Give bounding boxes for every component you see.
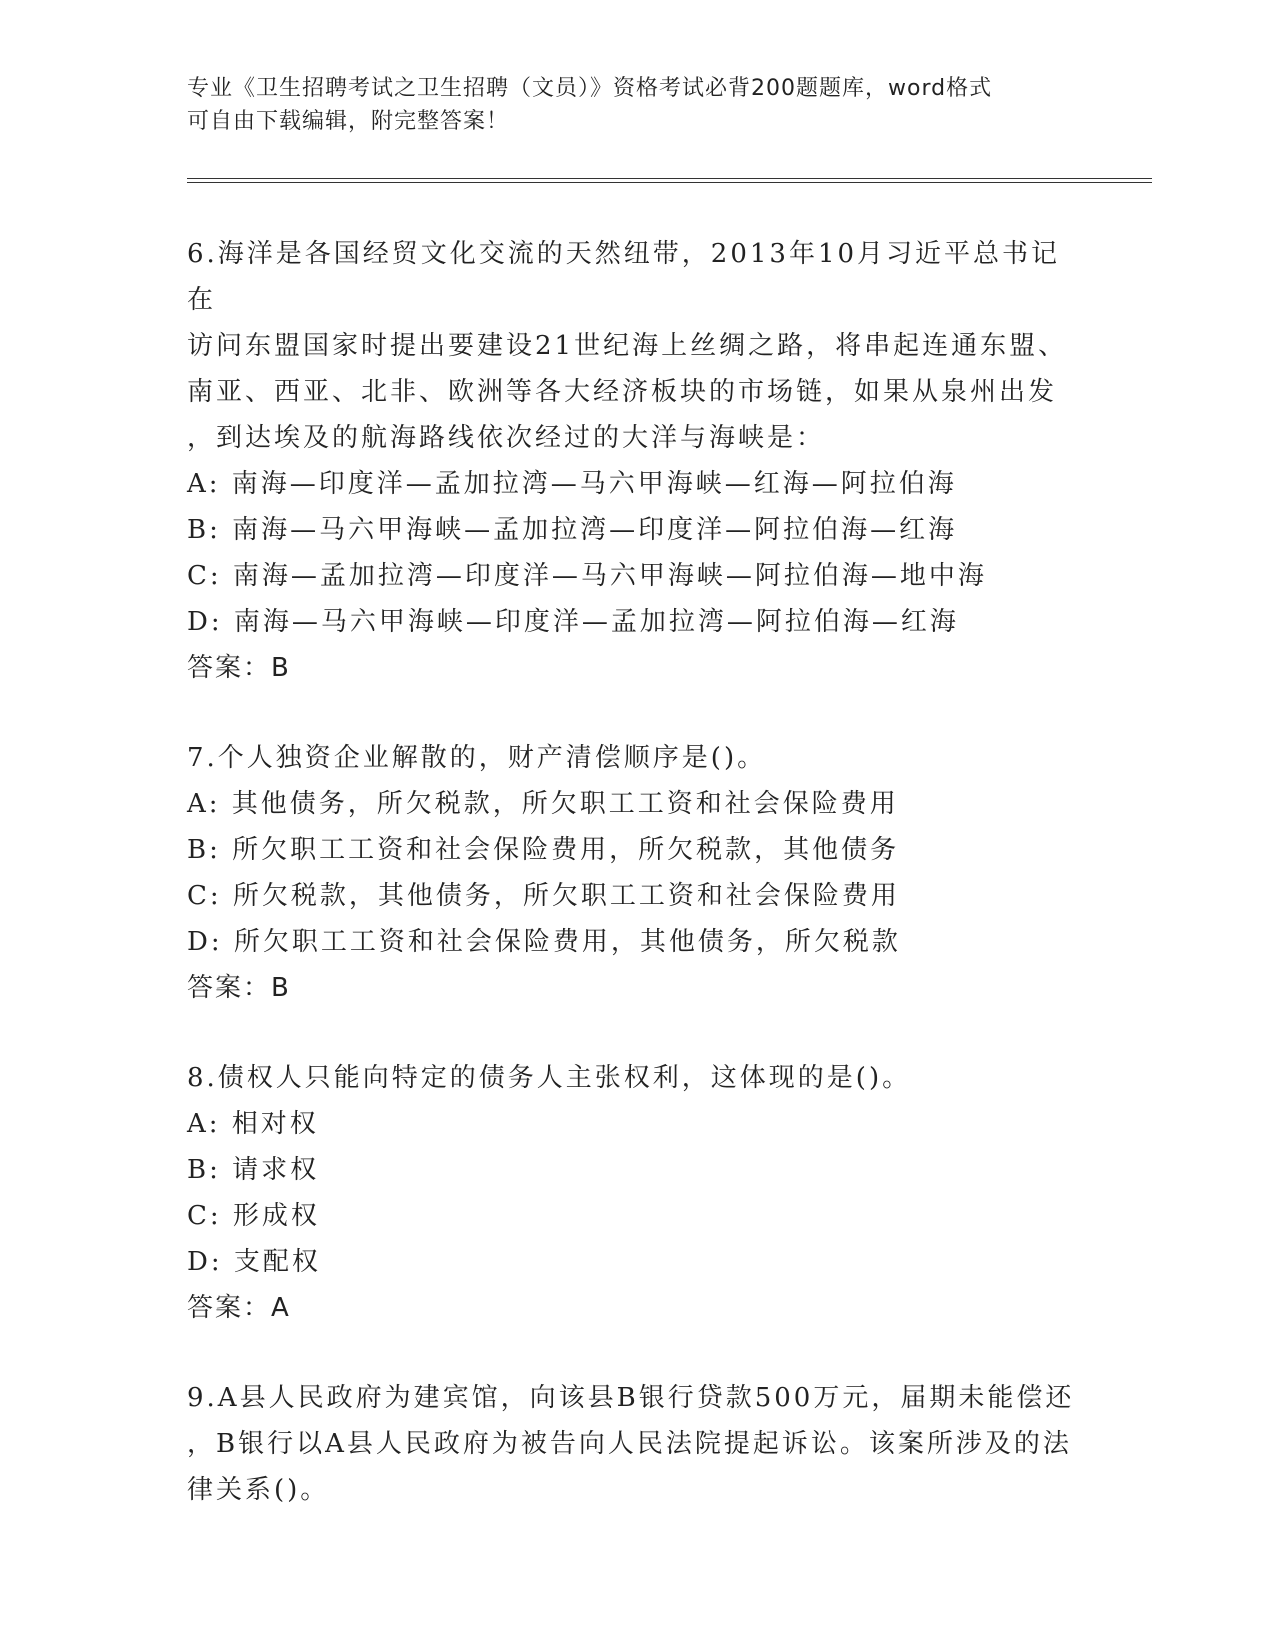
question-text: 9.A县人民政府为建宾馆，向该县B银行贷款500万元，届期未能偿还 ，B银行以A县人民政府为被告向人民法院提起诉讼。该案所涉及的法 律关系()。 (187, 1383, 1075, 1505)
option-b: B: 南海—马六甲海峡—孟加拉湾—印度洋—阿拉伯海—红海 (187, 515, 958, 545)
question-6 (187, 231, 1087, 691)
spacer (187, 691, 1087, 735)
document-header (187, 72, 1087, 138)
option-c: C: 南海—孟加拉湾—印度洋—马六甲海峡—阿拉伯海—地中海 (187, 561, 987, 591)
question-text: 8.债权人只能向特定的债务人主张权利，这体现的是()。 (187, 1063, 912, 1093)
header-rule-bottom (187, 182, 1152, 183)
answer-label: 答案：B (187, 653, 291, 683)
question-text: 6.海洋是各国经贸文化交流的天然纽带，2013年10月习近平总书记在 访问东盟国家时提出要建设21世纪海上丝绸之路，将串起连通东盟、 南亚、西亚、北非、欧洲等各大经济板块的市场链，如果从泉州出发 ，到达埃及的航海路线依次经过的大洋与海峡是： (187, 239, 1068, 453)
spacer (187, 1331, 1087, 1375)
option-c: C: 形成权 (187, 1201, 320, 1231)
header-rule-top (187, 178, 1152, 179)
option-b: B: 请求权 (187, 1155, 320, 1185)
option-d: D: 南海—马六甲海峡—印度洋—孟加拉湾—阿拉伯海—红海 (187, 607, 959, 637)
option-c: C: 所欠税款，其他债务，所欠职工工资和社会保险费用 (187, 881, 900, 911)
option-b: B: 所欠职工工资和社会保险费用，所欠税款，其他债务 (187, 835, 900, 865)
option-a: A: 相对权 (187, 1109, 319, 1139)
answer-label: 答案：B (187, 973, 291, 1003)
question-7 (187, 735, 1087, 1011)
question-list (187, 231, 1087, 1513)
question-8 (187, 1055, 1087, 1331)
header-line-2: 可自由下载编辑，附完整答案！ (187, 109, 510, 134)
header-line-1: 专业《卫生招聘考试之卫生招聘（文员）》资格考试必背200题题库，word格式 (187, 76, 993, 101)
option-a: A: 南海—印度洋—孟加拉湾—马六甲海峡—红海—阿拉伯海 (187, 469, 957, 499)
option-d: D: 支配权 (187, 1247, 321, 1277)
question-9 (187, 1375, 1087, 1513)
answer-label: 答案：A (187, 1293, 291, 1323)
question-text: 7.个人独资企业解散的，财产清偿顺序是()。 (187, 743, 767, 773)
option-d: D: 所欠职工工资和社会保险费用，其他债务，所欠税款 (187, 927, 901, 957)
spacer (187, 1011, 1087, 1055)
option-a: A: 其他债务，所欠税款，所欠职工工资和社会保险费用 (187, 789, 899, 819)
